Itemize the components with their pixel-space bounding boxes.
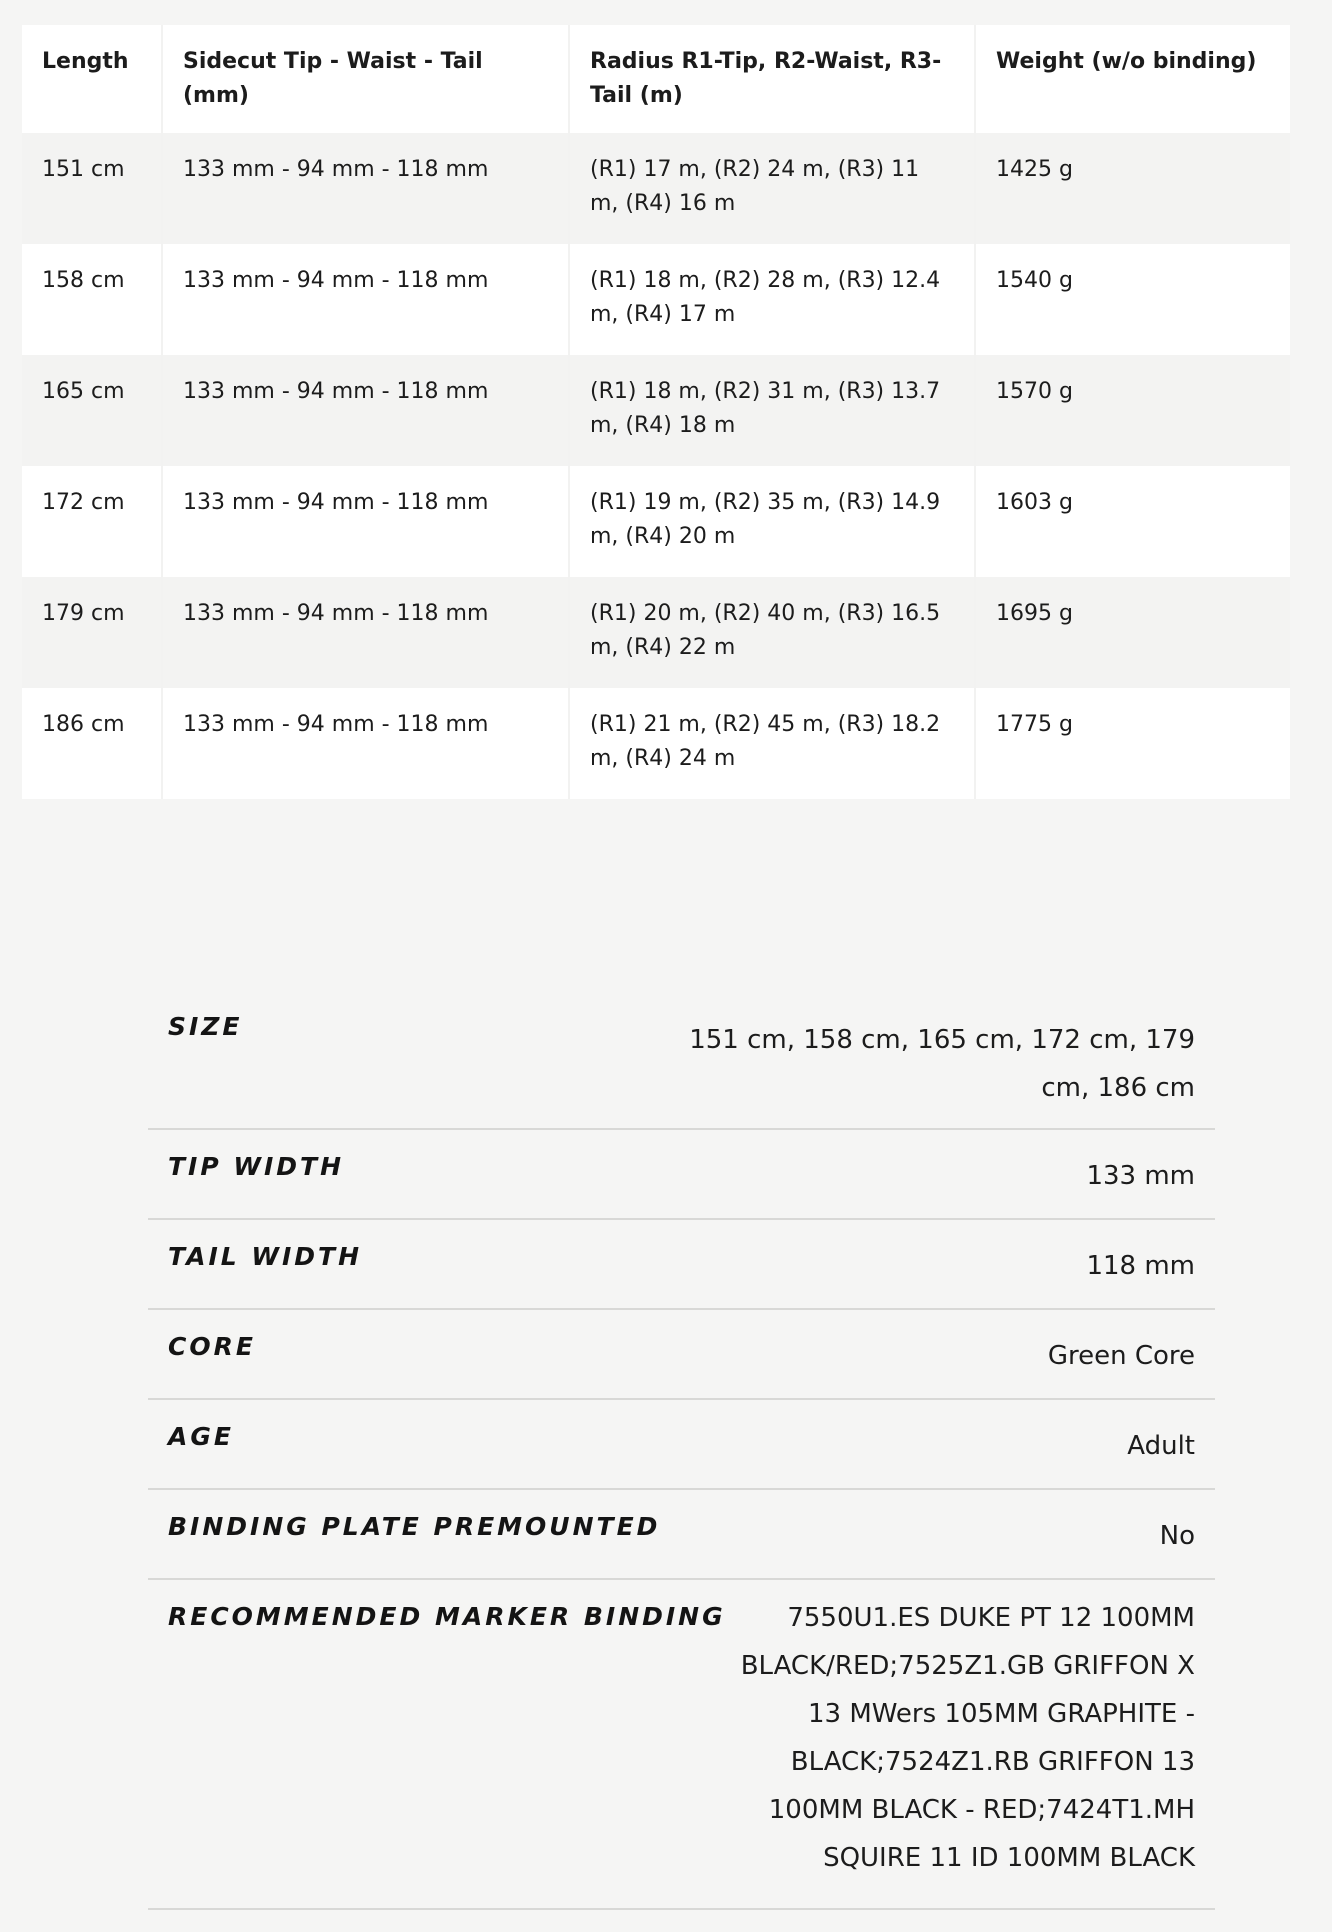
header-length: Length: [22, 25, 162, 133]
attribute-label: TIP WIDTH: [168, 1152, 344, 1181]
attribute-row-core: [148, 1310, 1215, 1400]
cell-sidecut: 133 mm - 94 mm - 118 mm: [162, 577, 569, 688]
cell-sidecut: 133 mm - 94 mm - 118 mm: [162, 688, 569, 799]
attribute-label: CORE: [168, 1332, 256, 1361]
cell-radius: (R1) 18 m, (R2) 28 m, (R3) 12.4 m, (R4) 17 m: [569, 244, 975, 355]
cell-radius: (R1) 21 m, (R2) 45 m, (R3) 18.2 m, (R4) 24 m: [569, 688, 975, 799]
table-row: [22, 244, 1290, 355]
header-radius: Radius R1-Tip, R2-Waist, R3-Tail (m): [569, 25, 975, 133]
cell-length: 186 cm: [22, 688, 162, 799]
cell-weight: 1603 g: [975, 466, 1290, 577]
cell-length: 172 cm: [22, 466, 162, 577]
cell-weight: 1570 g: [975, 355, 1290, 466]
attribute-row-age: [148, 1400, 1215, 1490]
cell-sidecut: 133 mm - 94 mm - 118 mm: [162, 133, 569, 244]
attribute-value: Green Core: [1047, 1341, 1195, 1371]
cell-sidecut: 133 mm - 94 mm - 118 mm: [162, 244, 569, 355]
table-row: [22, 355, 1290, 466]
attribute-label: RECOMMENDED MARKER BINDING: [168, 1602, 726, 1631]
table-row: [22, 688, 1290, 799]
cell-weight: 1775 g: [975, 688, 1290, 799]
cell-radius: (R1) 18 m, (R2) 31 m, (R3) 13.7 m, (R4) 18 m: [569, 355, 975, 466]
product-attributes: [148, 990, 1215, 1910]
cell-length: 158 cm: [22, 244, 162, 355]
table-row: [22, 466, 1290, 577]
cell-length: 179 cm: [22, 577, 162, 688]
attribute-value: Adult: [1127, 1431, 1195, 1461]
attribute-row-tip-width: [148, 1130, 1215, 1220]
attribute-value: 151 cm, 158 cm, 165 cm, 172 cm, 179 cm, 186 cm: [689, 1025, 1195, 1103]
cell-radius: (R1) 17 m, (R2) 24 m, (R3) 11 m, (R4) 16 m: [569, 133, 975, 244]
attribute-value: 133 mm: [1086, 1161, 1195, 1191]
table-row: [22, 577, 1290, 688]
attribute-label: BINDING PLATE PREMOUNTED: [168, 1512, 661, 1541]
attribute-label: SIZE: [168, 1012, 243, 1041]
cell-sidecut: 133 mm - 94 mm - 118 mm: [162, 466, 569, 577]
attribute-row-recommended-binding: [148, 1580, 1215, 1910]
cell-length: 151 cm: [22, 133, 162, 244]
ski-spec-table: [22, 25, 1290, 799]
attribute-label: TAIL WIDTH: [168, 1242, 363, 1271]
attribute-row-tail-width: [148, 1220, 1215, 1310]
cell-length: 165 cm: [22, 355, 162, 466]
table-header-row: [22, 25, 1290, 133]
header-weight: Weight (w/o binding): [975, 25, 1290, 133]
cell-radius: (R1) 20 m, (R2) 40 m, (R3) 16.5 m, (R4) 22 m: [569, 577, 975, 688]
attribute-row-size: [148, 990, 1215, 1130]
attribute-value: 7550U1.ES DUKE PT 12 100MM BLACK/RED;7525Z1.GB GRIFFON X 13 MWers 105MM GRAPHITE - BLACK;7524Z1.RB GRIFFON 13 100MM BLACK - RED;7424T1.MH SQUIRE 11 ID 100MM BLACK: [740, 1603, 1195, 1873]
header-sidecut: Sidecut Tip - Waist - Tail (mm): [162, 25, 569, 133]
table-row: [22, 133, 1290, 244]
cell-radius: (R1) 19 m, (R2) 35 m, (R3) 14.9 m, (R4) 20 m: [569, 466, 975, 577]
attribute-row-binding-plate: [148, 1490, 1215, 1580]
cell-weight: 1695 g: [975, 577, 1290, 688]
attribute-label: AGE: [168, 1422, 234, 1451]
cell-weight: 1540 g: [975, 244, 1290, 355]
cell-sidecut: 133 mm - 94 mm - 118 mm: [162, 355, 569, 466]
attribute-value: No: [1159, 1521, 1195, 1551]
cell-weight: 1425 g: [975, 133, 1290, 244]
attribute-value: 118 mm: [1086, 1251, 1195, 1281]
